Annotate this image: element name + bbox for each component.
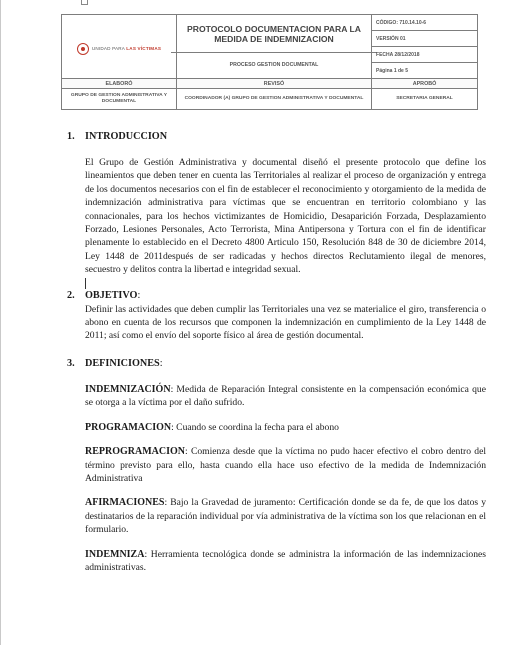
label-reviso: REVISÓ <box>176 79 371 89</box>
process-name: PROCESO GESTION DOCUMENTAL <box>229 62 319 68</box>
definition-indemniza: INDEMNIZA: Herramienta tecnológica donde se administra la información de las indemnizaciones administrativas. <box>85 548 486 573</box>
document-code: CÓDIGO: 710.14.10-6 <box>372 15 477 31</box>
value-reviso: COORDINADOR (A) GRUPO DE GESTION ADMINISTRATIVA Y DOCUMENTAL <box>176 89 371 110</box>
definition-reprogramacion: REPROGRAMACION: Comienza desde que la víctima no pudo hacer efectivo el cobro dentro del término previsto para ello, hasta cuando ella hace uso efectivo de la medida de Indemnización Administrativa <box>85 446 486 484</box>
meta-cell <box>372 15 478 79</box>
document-version: VERSIÓN 01 <box>372 31 477 47</box>
section-2-heading: 2. OBJETIVO : <box>67 289 141 301</box>
seal-icon <box>77 43 89 55</box>
label-elaboro: ELABORÓ <box>62 79 177 89</box>
document-body[interactable] <box>67 130 486 574</box>
section-3-heading: 3. DEFINICIONES : <box>67 357 163 369</box>
section-1-body: El Grupo de Gestión Administrativa y documental diseñó el presente protocolo que define los lineamientos que deben tener en cuenta las Territoriales al realizar el proceso de organización y entrega de los documentos necesarios con el fin de establecer el reconocimiento y otorgamiento de la medida de indemnización administrativa para víctimas que se encuentran en territorio colombiano y las connacionales, para los hechos victimizantes de Homicidio, Desaparición Forzada, Desplazamiento Forzado, Lesiones Personales, Acto Terrorista, Mina Antipersona y Tortura con el fin de identificar plenamente lo establecido en el Decreto 4800 Articulo 150, Resolución 848 de 30 de diciembre 2014, Ley 1448 de 2011después de ser radicadas y hechos directos Reclutamiento ilegal de menores, secuestro y delitos contra la libertad e integridad sexual. <box>85 157 486 276</box>
unidad-victimas-logo <box>77 43 161 55</box>
section-2-body: Definir las actividades que deben cumplir las Territoriales una vez se materialice el giro, transferencia o abono en cuenta de los recursos que componen la indemnización en cumplimiento de la Ley 1448 de 2011; así como el envío del soporte físico al área de gestión documental. <box>85 303 486 342</box>
page-corner-mark <box>81 0 88 5</box>
text-cursor-line <box>85 277 486 289</box>
title-cell <box>176 15 371 79</box>
document-title: PROTOCOLO DOCUMENTACION PARA LA MEDIDA DE INDEMNIZACION <box>171 16 377 53</box>
logo-text: UNIDAD PARA LAS VÍCTIMAS <box>91 46 162 51</box>
value-elaboro: GRUPO DE GESTION ADMINISTRATIVA Y DOCUMENTAL <box>62 89 177 110</box>
value-aprobo: SECRETARIA GENERAL <box>372 89 478 110</box>
label-aprobo: APROBÓ <box>372 79 478 89</box>
definition-afirmaciones: AFIRMACIONES: Bajo la Gravedad de juramento: Certificación donde se da fe, de que los datos y destinatarios de la reparación individual por vía administrativa de la víctima son los que relacionan en el formulario. <box>85 497 486 536</box>
document-header-table <box>61 14 478 110</box>
definition-programacion: PROGRAMACION: Cuando se coordina la fecha para el abono <box>85 421 339 433</box>
document-date: FECHA 28/12/2018 <box>372 47 477 63</box>
section-1-heading: 1. INTRODUCCION <box>67 131 168 142</box>
definition-indemnizacion: INDEMNIZACIÓN: Medida de Reparación Integral consistente en la compensación económica que se otorga a la víctima por el daño sufrido. <box>85 383 486 409</box>
logo-cell <box>62 15 177 79</box>
page-number: Página 1 de 5 <box>376 67 409 74</box>
text-cursor <box>85 278 86 289</box>
